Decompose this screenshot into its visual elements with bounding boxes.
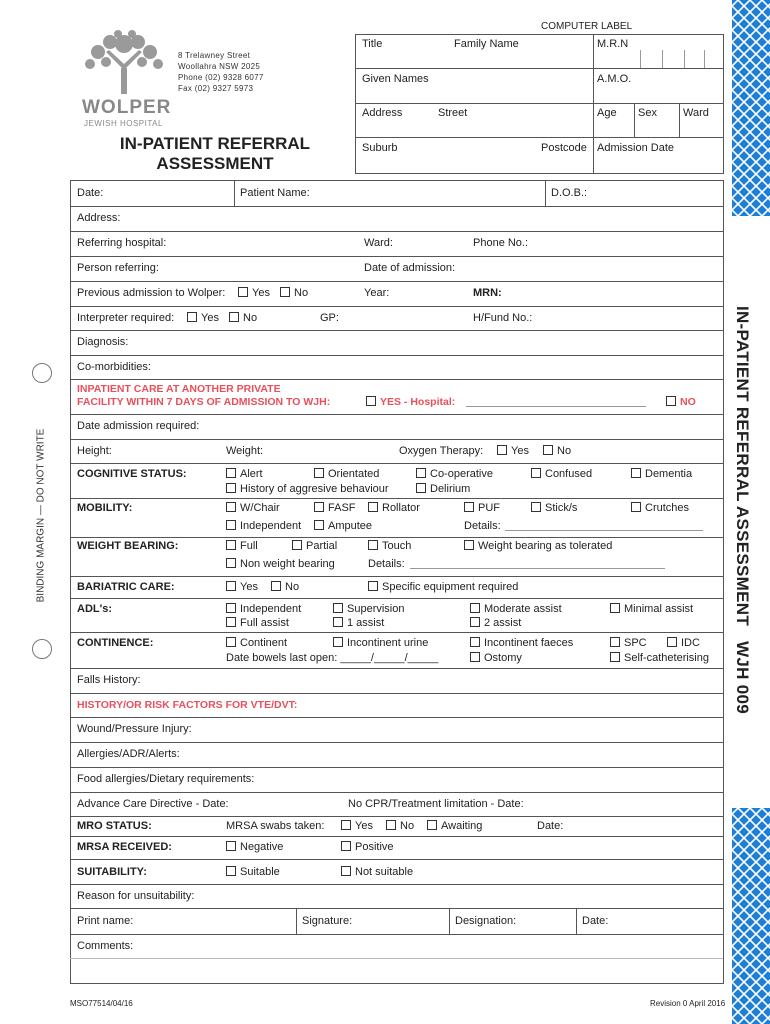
suitable-checkbox[interactable]: Suitable [226,866,280,878]
vte-label: HISTORY/OR RISK FACTORS FOR VTE/DVT: [77,699,298,711]
address-label: Address: [77,212,121,224]
cognitive-label: COGNITIVE STATUS: [77,468,187,480]
independent-checkbox[interactable]: Independent [226,520,301,532]
print-name-label: Print name: [77,915,134,927]
reason-unsuitability-label: Reason for unsuitability: [77,890,195,902]
two-assist-checkbox[interactable]: 2 assist [470,617,521,629]
dementia-checkbox[interactable]: Dementia [631,468,692,480]
rollator-checkbox[interactable]: Rollator [368,502,420,514]
inpatient-care-label: INPATIENT CARE AT ANOTHER PRIVATE FACILITY WITHIN 7 DAYS OF ADMISSION TO WJH: [77,383,331,408]
mobility-details-line[interactable] [505,530,703,531]
label-address: Address [362,107,403,119]
logo-subtitle: JEWISH HOSPITAL [84,119,163,128]
label-street: Street [438,107,468,119]
puf-checkbox[interactable]: PUF [464,502,500,514]
wbat-checkbox[interactable]: Weight bearing as tolerated [464,540,612,552]
computer-label-heading: COMPUTER LABEL [541,21,633,32]
falls-history-label: Falls History: [77,674,141,686]
gp-label: GP: [320,312,339,324]
dob-label: D.O.B.: [551,187,588,199]
nwb-checkbox[interactable]: Non weight bearing [226,558,335,570]
amputee-checkbox[interactable]: Amputee [314,520,372,532]
mro-status-label: MRO STATUS: [77,820,152,832]
oxygen-label: Oxygen Therapy: [399,445,484,457]
one-assist-checkbox[interactable]: 1 assist [333,617,384,629]
sign-date-label: Date: [582,915,609,927]
label-given-names: Given Names [362,73,429,85]
spc-checkbox[interactable]: SPC [610,637,647,649]
form-code: MSO77514/04/16 [70,999,133,1008]
date-of-admission-label: Date of admission: [364,262,456,274]
interpreter-label: Interpreter required: [77,312,175,324]
mrsa-swabs-label: MRSA swabs taken: [226,820,325,832]
year-label: Year: [364,287,390,299]
mobility-label: MOBILITY: [77,502,133,514]
patient-name-label: Patient Name: [240,187,310,199]
mrsa-no-checkbox[interactable]: No [386,820,414,832]
hospital-address: 8 Trelawney Street Woollahra NSW 2025 Phone (02) 9328 6077 Fax (02) 9327 5973 [178,51,264,93]
ward-label: Ward: [364,237,393,249]
page-title: IN-PATIENT REFERRAL ASSESSMENT [119,134,311,173]
incontinent-faeces-checkbox[interactable]: Incontinent faeces [470,637,573,649]
weight-label: Weight: [226,445,264,457]
label-age: Age [597,107,617,119]
full-assist-checkbox[interactable]: Full assist [226,617,289,629]
alert-checkbox[interactable]: Alert [226,468,263,480]
label-mrn: M.R.N [597,38,629,50]
continence-label: CONTINENCE: [77,637,154,649]
confused-checkbox[interactable]: Confused [531,468,592,480]
hospital-line [466,406,646,407]
comorbidities-label: Co-morbidities: [77,361,151,373]
moderate-assist-checkbox[interactable]: Moderate assist [470,603,562,615]
mrn-label: MRN: [473,287,502,299]
blue-pattern-top [732,0,770,216]
revision-label: Revision 0 April 2016 [650,999,726,1008]
hfund-label: H/Fund No.: [473,312,533,324]
mro-date-label: Date: [537,820,564,832]
positive-checkbox[interactable]: Positive [341,841,394,853]
not-suitable-checkbox[interactable]: Not suitable [341,866,413,878]
signature-label: Signature: [302,915,353,927]
mrsa-awaiting-checkbox[interactable]: Awaiting [427,820,482,832]
bariatric-yes-checkbox[interactable]: Yes [226,581,258,593]
label-sex: Sex [638,107,657,119]
label-suburb: Suburb [362,142,398,154]
referring-hospital-label: Referring hospital: [77,237,167,249]
binding-hole-bottom [32,639,52,659]
binding-hole-top [32,363,52,383]
incontinent-urine-checkbox[interactable]: Incontinent urine [333,637,428,649]
prev-no-checkbox[interactable]: No [280,287,308,299]
blue-pattern-bottom [732,808,770,1024]
minimal-assist-checkbox[interactable]: Minimal assist [610,603,693,615]
mrsa-received-label: MRSA RECEIVED: [77,841,172,853]
adl-independent-checkbox[interactable]: Independent [226,603,301,615]
allergies-label: Allergies/ADR/Alerts: [77,748,180,760]
suitability-label: SUITABILITY: [77,866,147,878]
interp-yes-checkbox[interactable]: Yes [187,312,219,324]
oxygen-no-checkbox[interactable]: No [543,445,571,457]
bowels-label: Date bowels last open: _____/_____/_____ [226,652,439,664]
aggressive-checkbox[interactable]: History of aggresive behaviour [226,483,389,495]
label-amo: A.M.O. [597,73,632,85]
comments-label: Comments: [77,940,134,952]
continent-checkbox[interactable]: Continent [226,637,287,649]
wound-label: Wound/Pressure Injury: [77,723,192,735]
person-referring-label: Person referring: [77,262,159,274]
acd-label: Advance Care Directive - Date: [77,798,229,810]
ostomy-checkbox[interactable]: Ostomy [470,652,522,664]
previous-admission-label: Previous admission to Wolper: [77,287,226,299]
label-title: Title [362,38,383,50]
logo-name: WOLPER [82,97,172,118]
wb-details-line[interactable] [410,568,665,569]
inpatient-no-checkbox[interactable]: NO [666,396,696,408]
mrsa-yes-checkbox[interactable]: Yes [341,820,373,832]
wb-touch-checkbox[interactable]: Touch [368,540,411,552]
label-postcode: Postcode [541,142,587,154]
designation-label: Designation: [455,915,517,927]
no-cpr-label: No CPR/Treatment limitation - Date: [348,798,524,810]
supervision-checkbox[interactable]: Supervision [333,603,404,615]
label-admission-date: Admission Date [597,142,675,154]
cooperative-checkbox[interactable]: Co-operative [416,468,493,480]
binding-margin-text: BINDING MARGIN — DO NOT WRITE [35,428,47,603]
tree-logo-icon [78,30,170,96]
bariatric-label: BARIATRIC CARE: [77,581,175,593]
label-ward: Ward [683,107,709,119]
wb-partial-checkbox[interactable]: Partial [292,540,337,552]
mobility-details-label: Details: [464,520,501,532]
adl-label: ADL's: [77,603,113,615]
interp-no-checkbox[interactable]: No [229,312,257,324]
height-label: Height: [77,445,112,457]
side-title: IN-PATIENT REFERRAL ASSESSMENT WJH 009 [733,305,752,715]
wb-full-checkbox[interactable]: Full [226,540,258,552]
diagnosis-label: Diagnosis: [77,336,129,348]
oxygen-yes-checkbox[interactable]: Yes [497,445,529,457]
self-cath-checkbox[interactable]: Self-catheterising [610,652,709,664]
bariatric-no-checkbox[interactable]: No [271,581,299,593]
stick-checkbox[interactable]: Stick/s [531,502,577,514]
wb-details-label: Details: [368,558,405,570]
inpatient-yes-checkbox[interactable]: YES - Hospital: [366,396,455,408]
wchair-checkbox[interactable]: W/Chair [226,502,280,514]
date-admission-required-label: Date admission required: [77,420,200,432]
food-allergies-label: Food allergies/Dietary requirements: [77,773,255,785]
weight-bearing-label: WEIGHT BEARING: [77,540,179,552]
delirium-checkbox[interactable]: Delirium [416,483,470,495]
crutches-checkbox[interactable]: Crutches [631,502,689,514]
prev-yes-checkbox[interactable]: Yes [238,287,270,299]
label-family-name: Family Name [454,38,519,50]
negative-checkbox[interactable]: Negative [226,841,283,853]
phone-label: Phone No.: [473,237,529,249]
orientated-checkbox[interactable]: Orientated [314,468,379,480]
idc-checkbox[interactable]: IDC [667,637,700,649]
fasf-checkbox[interactable]: FASF [314,502,356,514]
specific-equipment-checkbox[interactable]: Specific equipment required [368,581,518,593]
date-label: Date: [77,187,104,199]
